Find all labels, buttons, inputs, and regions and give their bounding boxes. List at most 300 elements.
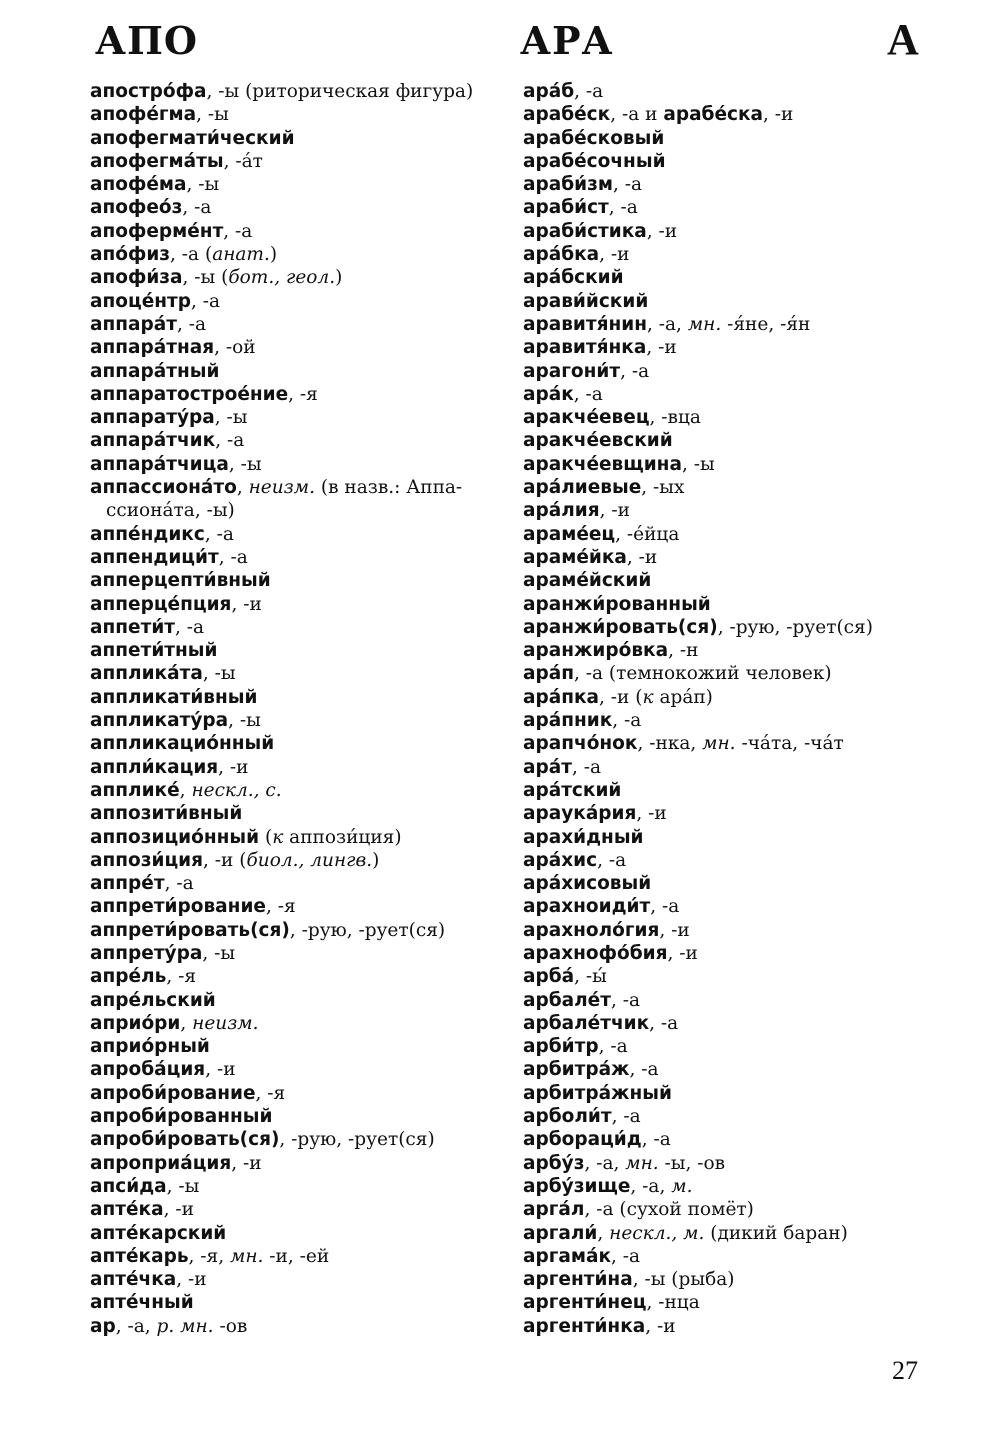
- dictionary-entry: [523, 919, 963, 942]
- headword: апре́льский: [90, 989, 216, 1011]
- headword: ара́лиевые: [523, 477, 642, 499]
- headword: аргама́к: [523, 1245, 612, 1267]
- entry-text: , -ы (риторическая фигура): [206, 81, 474, 102]
- headword: арахнофо́бия: [523, 942, 668, 964]
- headword: апо́физ: [90, 244, 171, 266]
- headword: арабе́сковый: [523, 127, 665, 149]
- dictionary-entry: [90, 313, 510, 336]
- headword: аппаратострое́ние: [90, 383, 289, 405]
- dictionary-entry: [523, 895, 963, 918]
- dictionary-entry: [523, 546, 963, 569]
- dictionary-entry: [90, 593, 510, 616]
- grammar-label: мн.: [229, 1245, 264, 1267]
- headword: арболи́т: [523, 1106, 612, 1128]
- entry-text: ,: [180, 1012, 193, 1034]
- dictionary-entry: [90, 1082, 510, 1105]
- left-column: [90, 80, 510, 1338]
- dictionary-entry: [90, 919, 510, 942]
- grammar-label: р. мн.: [156, 1315, 214, 1337]
- dictionary-entry: [90, 942, 510, 965]
- entry-text: , -ы́: [574, 966, 607, 988]
- entry-text: , -а: [598, 1036, 628, 1058]
- headword: аравитя́нка: [523, 337, 647, 359]
- entry-text: , -а: [571, 756, 601, 778]
- headword: аравитя́нин: [523, 313, 648, 335]
- entry-text: , -и: [763, 104, 794, 126]
- entry-text: , -а: [182, 197, 212, 219]
- headword: ара́пка: [523, 686, 600, 708]
- entry-text: -ча́та, -ча́т: [735, 733, 844, 755]
- headword: аргенти́на: [523, 1269, 633, 1291]
- entry-text: , -а (: [170, 244, 213, 266]
- headword: аппликату́ра: [90, 710, 229, 732]
- headword: апроба́ция: [90, 1059, 206, 1081]
- dictionary-entry: [523, 1198, 963, 1221]
- headword: аппозицио́нный: [90, 826, 260, 848]
- dictionary-entry: [523, 383, 963, 406]
- headword: аппара́тная: [90, 337, 215, 359]
- dictionary-entry: [90, 1035, 510, 1058]
- section-letter: А: [887, 15, 920, 64]
- headword: арга́л: [523, 1199, 585, 1221]
- dictionary-entry: [90, 476, 510, 499]
- entry-text: , -нка,: [637, 733, 703, 755]
- headword: аппликацио́нный: [90, 733, 275, 755]
- dictionary-entry: [90, 1315, 510, 1338]
- dictionary-entry: [523, 593, 963, 616]
- grammar-label: неизм.: [192, 1012, 259, 1034]
- entry-text: , -ых: [641, 477, 685, 499]
- dictionary-entry: [90, 756, 510, 779]
- dictionary-entry: [90, 499, 510, 522]
- entry-text: , -а,: [647, 313, 688, 335]
- dictionary-entry: [90, 616, 510, 639]
- headword: арбале́т: [523, 989, 611, 1011]
- headword: апте́чка: [90, 1269, 177, 1291]
- grammar-label: мн.: [702, 733, 736, 755]
- dictionary-entry: [90, 569, 510, 592]
- dictionary-entry: [90, 383, 510, 406]
- headword: аппли́кация: [90, 756, 219, 778]
- headword: арахи́дный: [523, 826, 644, 848]
- dictionary-entry: [90, 103, 510, 126]
- entry-text: , -ы: [228, 710, 261, 732]
- entry-text: , -ы: [202, 663, 236, 685]
- headword: аппара́тчик: [90, 430, 216, 452]
- entry-text: , -а: [597, 849, 627, 871]
- headword: аппликати́вный: [90, 686, 258, 708]
- headword: ара́тский: [523, 779, 622, 801]
- entry-text: ,: [597, 1222, 610, 1244]
- dictionary-entry: [523, 1291, 963, 1314]
- headword: апперцепти́вный: [90, 570, 271, 592]
- grammar-label: биол., лингв.: [246, 849, 373, 871]
- entry-text: , -а: [218, 546, 248, 568]
- dictionary-entry: [90, 779, 510, 802]
- dictionary-entry: [523, 569, 963, 592]
- grammar-label: мн.: [625, 1152, 659, 1174]
- headword: араме́ец: [523, 523, 616, 545]
- headword: аракче́евщина: [523, 453, 682, 475]
- headword: арбу́зище: [523, 1175, 631, 1197]
- dictionary-entry: [523, 336, 963, 359]
- entry-continuation: ссиона́та, -ы): [106, 500, 235, 522]
- dictionary-entry: [523, 872, 963, 895]
- page-number: 27: [892, 1356, 918, 1385]
- dictionary-entry: [523, 243, 963, 266]
- entry-text: , -а: [610, 989, 640, 1011]
- dictionary-entry: [90, 360, 510, 383]
- entry-text: , -ы: [214, 407, 248, 429]
- dictionary-entry: [523, 639, 963, 662]
- entry-text: , -ы: [228, 453, 262, 475]
- entry-text: -и, -ей: [263, 1245, 330, 1267]
- entry-text: , -и: [636, 803, 667, 825]
- entry-text: ): [372, 849, 380, 871]
- dictionary-entry: [90, 266, 510, 289]
- dictionary-entry: [523, 429, 963, 452]
- headword: арба́: [523, 966, 575, 988]
- headword: арави́йский: [523, 290, 649, 312]
- entry-text: -я́не, -я́н: [721, 313, 811, 335]
- dictionary-entry: [523, 103, 963, 126]
- headword: апроби́рованный: [90, 1106, 273, 1128]
- headword: ара́хисовый: [523, 873, 652, 895]
- entry-text: , -ы: [196, 104, 229, 126]
- dictionary-entry: [90, 523, 510, 546]
- entry-text: , -ой: [214, 337, 256, 359]
- dictionary-entry: [90, 1105, 510, 1128]
- dictionary-entry: [523, 499, 963, 522]
- headword: ара́б: [523, 81, 575, 102]
- headword: арбу́з: [523, 1152, 585, 1174]
- headword: араука́рия: [523, 803, 637, 825]
- headword: аппети́тный: [90, 640, 218, 662]
- entry-text: , -и: [646, 220, 678, 242]
- headword: ара́бский: [523, 267, 624, 289]
- headword: аргали́: [523, 1222, 598, 1244]
- entry-text: ): [269, 244, 278, 266]
- headword: апроби́рование: [90, 1082, 256, 1104]
- entry-text: , -ы (: [182, 267, 229, 289]
- entry-text: , -а: [215, 430, 245, 452]
- headword: араби́зм: [523, 174, 613, 196]
- entry-text: , -я: [166, 966, 196, 988]
- headword: ара́т: [523, 756, 572, 778]
- entry-text: , -и: [231, 593, 262, 615]
- dictionary-entry: [523, 942, 963, 965]
- entry-text: , -и (: [203, 849, 247, 871]
- entry-text: , -а: [620, 360, 650, 382]
- dictionary-entry: [523, 313, 963, 336]
- entry-text: , -рую, -рует(ся): [279, 1129, 435, 1151]
- dictionary-entry: [523, 1105, 963, 1128]
- dictionary-entry: [90, 686, 510, 709]
- entry-text: , -ы (рыба): [632, 1269, 735, 1291]
- dictionary-entry: [90, 336, 510, 359]
- headword: аппети́т: [90, 616, 176, 638]
- dictionary-entry: [90, 196, 510, 219]
- headword: аппарату́ра: [90, 407, 215, 429]
- dictionary-entry: [523, 849, 963, 872]
- entry-text: , -а: [629, 1059, 659, 1081]
- entry-text: , -ы: [186, 174, 220, 196]
- dictionary-entry: [523, 1222, 963, 1245]
- headword: аппрети́рование: [90, 896, 266, 918]
- headword: арбале́тчик: [523, 1012, 650, 1034]
- headword: апофегма́ты: [90, 150, 224, 172]
- grammar-label: мн.: [687, 313, 722, 335]
- entry-text: , -нца: [646, 1292, 700, 1314]
- headword: араби́стика: [523, 220, 647, 242]
- dictionary-entry: [90, 989, 510, 1012]
- headword: арабе́ск: [523, 104, 611, 126]
- dictionary-entry: [523, 80, 963, 103]
- headword: апофео́з: [90, 197, 183, 219]
- entry-text: , -я: [255, 1082, 286, 1104]
- entry-text: , -и: [626, 546, 658, 568]
- dictionary-entry: [523, 453, 963, 476]
- dictionary-entry: [523, 266, 963, 289]
- entry-text: , -рую, -рует(ся): [717, 616, 873, 638]
- dictionary-entry: [523, 1082, 963, 1105]
- dictionary-entry: [523, 150, 963, 173]
- entry-text: , -а,: [630, 1175, 672, 1197]
- entry-text: (: [259, 826, 273, 848]
- dictionary-entry: [523, 476, 963, 499]
- dictionary-entry: [523, 616, 963, 639]
- entry-text: , -а: [641, 1129, 671, 1151]
- headword: ара́бка: [523, 244, 600, 266]
- grammar-label: анат.: [212, 244, 270, 266]
- dictionary-entry: [523, 1035, 963, 1058]
- headword: араме́йский: [523, 570, 652, 592]
- headword: аракче́евский: [523, 430, 673, 452]
- entry-text: , -ы: [681, 453, 715, 475]
- dictionary-entry: [90, 453, 510, 476]
- dictionary-entry: [523, 709, 963, 732]
- headword: апплика́та: [90, 663, 203, 685]
- dictionary-entry: [523, 965, 963, 988]
- grammar-label: м.: [671, 1175, 693, 1197]
- dictionary-entry: [90, 1198, 510, 1221]
- headword: арахноиди́т: [523, 896, 651, 918]
- entry-text: , -а́т: [223, 150, 263, 172]
- headword: аранжи́ровать(ся): [523, 616, 718, 638]
- entry-text: , -а: [223, 220, 253, 242]
- headword: аргенти́нка: [523, 1315, 646, 1337]
- headword: арагони́т: [523, 360, 621, 382]
- headword: арбитра́ж: [523, 1059, 630, 1081]
- headword: аранжиро́вка: [523, 640, 669, 662]
- grammar-label: к: [272, 826, 284, 848]
- headword: аракче́евец: [523, 407, 650, 429]
- headword: арабе́сочный: [523, 150, 666, 172]
- dictionary-entry: [523, 732, 963, 755]
- entry-text: , -а: [612, 710, 642, 732]
- dictionary-entry: [523, 802, 963, 825]
- headword: апплике́: [90, 779, 180, 801]
- dictionary-entry: [523, 686, 963, 709]
- dictionary-entry: [523, 127, 963, 150]
- headword: ара́хис: [523, 849, 598, 871]
- headword: апте́ка: [90, 1199, 164, 1221]
- entry-text: , -и: [667, 942, 698, 964]
- headword: аппози́ция: [90, 849, 204, 871]
- headword: арахноло́гия: [523, 919, 660, 941]
- dictionary-entry: [90, 802, 510, 825]
- entry-text: , -я: [265, 896, 296, 918]
- dictionary-entry: [90, 872, 510, 895]
- dictionary-entry: [523, 1152, 963, 1175]
- entry-text: , -я: [288, 383, 318, 405]
- dictionary-entry: [523, 989, 963, 1012]
- entry-text: , -рую, -рует(ся): [289, 919, 446, 941]
- headword: апте́карский: [90, 1222, 227, 1244]
- entry-text: , -а,: [584, 1152, 626, 1174]
- entry-text: , -а: [190, 290, 221, 312]
- entry-text: , -ы: [166, 1175, 200, 1197]
- headword: араби́ст: [523, 197, 609, 219]
- entry-text: ,: [179, 779, 192, 801]
- headword: аргенти́нец: [523, 1292, 647, 1314]
- headword: апроби́ровать(ся): [90, 1129, 280, 1151]
- entry-text: , -а: [204, 523, 234, 545]
- headword: аппара́т: [90, 313, 177, 335]
- dictionary-entry: [90, 1245, 510, 1268]
- entry-text: , -и: [646, 337, 677, 359]
- headword: ара́к: [523, 383, 574, 405]
- dictionary-entry: [523, 406, 963, 429]
- dictionary-entry: [90, 1012, 510, 1035]
- headword: апостро́фа: [90, 81, 207, 102]
- headword: аппе́ндикс: [90, 523, 205, 545]
- grammar-label: нескл., м.: [609, 1222, 705, 1244]
- headword: априо́ри: [90, 1012, 181, 1034]
- dictionary-entry: [90, 150, 510, 173]
- entry-text: , -н: [668, 640, 699, 662]
- entry-text: (в назв.: Аппа-: [314, 477, 463, 499]
- headword: аппара́тный: [90, 360, 220, 382]
- dictionary-entry: [523, 662, 963, 685]
- headword: апперце́пция: [90, 593, 232, 615]
- entry-text: , -и: [205, 1059, 236, 1081]
- headword: ара́лия: [523, 500, 600, 522]
- dictionary-entry: [90, 406, 510, 429]
- entry-text: , -а: [574, 81, 604, 102]
- dictionary-entry: [90, 965, 510, 988]
- entry-text: , -я,: [188, 1245, 230, 1267]
- dictionary-entry: [523, 523, 963, 546]
- dictionary-entry: [90, 1058, 510, 1081]
- entry-text: ,: [236, 477, 249, 499]
- dictionary-entry: [90, 662, 510, 685]
- headword: ара́пник: [523, 710, 613, 732]
- entry-text: , -а: [164, 873, 194, 895]
- grammar-label: к: [642, 686, 654, 708]
- grammar-label: неизм.: [248, 477, 315, 499]
- dictionary-entry: [523, 1012, 963, 1035]
- headword: арабе́ска: [663, 104, 764, 126]
- headword: ар: [90, 1315, 116, 1337]
- headword: апте́чный: [90, 1292, 194, 1314]
- right-column: [523, 80, 963, 1338]
- entry-text: , -а (сухой помёт): [584, 1199, 754, 1221]
- dictionary-entry: [90, 127, 510, 150]
- entry-text: , -и (: [599, 686, 643, 708]
- dictionary-entry: [523, 196, 963, 219]
- dictionary-entry: [90, 220, 510, 243]
- dictionary-entry: [90, 1152, 510, 1175]
- headword: аппара́тчица: [90, 453, 229, 475]
- entry-text: , -а,: [115, 1315, 157, 1337]
- entry-text: , -а: [176, 313, 207, 335]
- headword: аппассиона́то: [90, 477, 237, 499]
- headword: аппрети́ровать(ся): [90, 919, 290, 941]
- entry-text: , -и: [599, 244, 630, 266]
- dictionary-entry: [523, 220, 963, 243]
- dictionary-entry: [90, 1222, 510, 1245]
- entry-text: , -и: [176, 1269, 207, 1291]
- headword: аранжи́рованный: [523, 593, 711, 615]
- entry-text: , -и: [659, 919, 690, 941]
- dictionary-entry: [90, 895, 510, 918]
- grammar-label: нескл., с.: [191, 779, 282, 801]
- dictionary-entry: [523, 826, 963, 849]
- entry-text: (дикий баран): [704, 1222, 848, 1244]
- headword: апте́карь: [90, 1245, 189, 1267]
- headword: апроприа́ция: [90, 1152, 232, 1174]
- entry-text: , -и: [218, 756, 249, 778]
- headword: аппозити́вный: [90, 803, 243, 825]
- entry-text: ара́п): [653, 686, 713, 708]
- headword: арапчо́нок: [523, 733, 638, 755]
- headword: аппрету́ра: [90, 942, 203, 964]
- dictionary-entry: [90, 639, 510, 662]
- headword: апофегмати́ческий: [90, 127, 295, 149]
- entry-text: аппози́ция): [283, 826, 402, 848]
- dictionary-entry: [523, 1268, 963, 1291]
- entry-text: , -а (темнокожий человек): [574, 663, 832, 685]
- dictionary-entry: [523, 360, 963, 383]
- entry-text: , -а: [573, 383, 603, 405]
- dictionary-entry: [523, 173, 963, 196]
- entry-text: , -а: [608, 197, 638, 219]
- entry-text: , -а: [650, 896, 680, 918]
- entry-text: , -е́йца: [615, 523, 680, 545]
- dictionary-entry: [90, 290, 510, 313]
- entry-text: , -а: [611, 1245, 641, 1267]
- entry-text: , -и: [599, 500, 630, 522]
- entry-text: , -а: [649, 1012, 679, 1034]
- headword: апси́да: [90, 1175, 167, 1197]
- dictionary-entry: [90, 173, 510, 196]
- dictionary-entry: [90, 732, 510, 755]
- headword: арбораци́д: [523, 1129, 642, 1151]
- entry-text: , -а и: [610, 104, 664, 126]
- entry-text: , -вца: [649, 407, 701, 429]
- dictionary-entry: [90, 1175, 510, 1198]
- entry-text: , -и: [231, 1152, 262, 1174]
- grammar-label: бот., геол.: [228, 267, 336, 289]
- running-head-left: АПО: [95, 18, 198, 63]
- entry-text: , -и: [645, 1315, 676, 1337]
- headword: аппре́т: [90, 873, 165, 895]
- entry-text: ): [335, 267, 343, 289]
- headword: апре́ль: [90, 966, 167, 988]
- headword: апоце́нтр: [90, 290, 191, 312]
- entry-text: , -а: [612, 174, 643, 196]
